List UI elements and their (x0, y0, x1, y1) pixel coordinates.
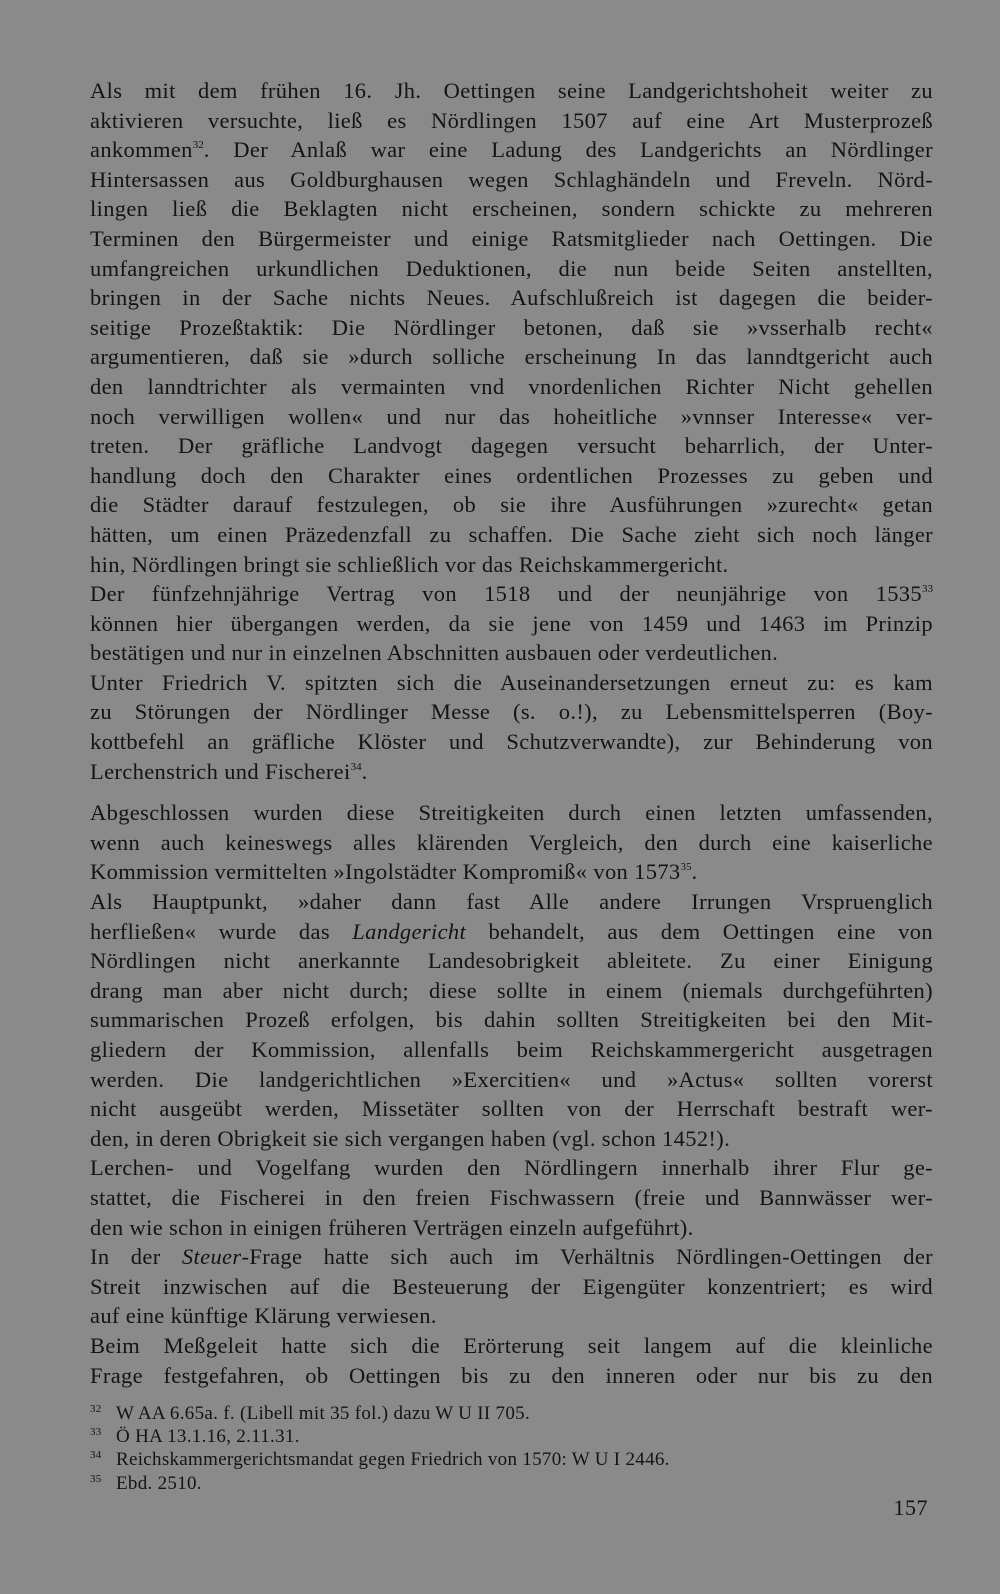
text-line: Als mit dem frühen 16. Jh. Oettingen seine Landgerichtshoheit weiter zu (90, 78, 933, 103)
paragraph (90, 76, 933, 579)
text-line: Abgeschlossen wurden diese Streitigkeiten durch einen letzten umfassenden, (90, 800, 933, 826)
text-line: Beim Meßgeleit hatte sich die Erörterung seit langem auf die kleinliche (90, 1332, 933, 1358)
footnote: 33 Ö HA 13.1.16, 2.11.31. (90, 1426, 300, 1448)
text-line: den lanndtrichter als vermainten vnd vnordenlichen Richter Nicht gehellen (90, 373, 933, 399)
text-line: Unter Friedrich V. spitzten sich die Auseinandersetzungen erneut zu: es kam (90, 669, 933, 695)
text-line: umfangreichen urkundlichen Deduktionen, die nun beide Seiten anstellten, (90, 255, 933, 281)
emphasis: Steuer (181, 1244, 242, 1270)
paragraph (90, 798, 933, 887)
emphasis: Landgericht (352, 918, 467, 944)
text-line: zu Störungen der Nördlinger Messe (s. o.!), zu Lebensmittelsperren (Boy- (90, 699, 933, 725)
text-line: Terminen den Bürgermeister und einige Ratsmitglieder nach Oettingen. Die (90, 225, 933, 251)
text-line: hin, Nördlingen bringt sie schließlich vor das Reichskammergericht. (90, 551, 729, 577)
text-line: können hier übergangen werden, da sie jene von 1459 und 1463 im Prinzip (90, 610, 933, 636)
text-line: Nördlingen nicht anerkannte Landesobrigkeit ableitete. Zu einer Einigung (90, 948, 933, 974)
text-line: herfließen« wurde das Landgericht behandelt, aus dem Oettingen eine von (90, 918, 933, 944)
text-line: Lerchen- und Vogelfang wurden den Nördlingern innerhalb ihrer Flur ge- (90, 1155, 933, 1181)
text-line: Als Hauptpunkt, »daher dann fast Alle andere Irrungen Vrspruenglich (90, 889, 933, 915)
text-line: Frage festgefahren, ob Oettingen bis zu den inneren oder nur bis zu den (90, 1362, 933, 1388)
footnote-text: Reichskammergerichtsmandat gegen Friedrich von 1570: W U I 2446. (116, 1449, 670, 1471)
footnote-ref: 35 (680, 861, 692, 874)
paragraph (90, 887, 933, 1153)
footnote: 34 Reichskammergerichtsmandat gegen Friedrich von 1570: W U I 2446. (90, 1449, 670, 1471)
footnote: 32 W AA 6.65a. f. (Libell mit 35 fol.) dazu W U II 705. (90, 1403, 531, 1424)
footnote-ref: 32 (192, 139, 204, 152)
text-line: bestätigen und nur in einzelnen Abschnitten ausbauen oder verdeutlichen. (90, 640, 779, 666)
text-line: ankommen$^{32}$. Der Anlaß war eine Ladung des Landgerichts an Nördlinger (90, 137, 933, 163)
paragraph (90, 1242, 933, 1331)
text-line: bringen in der Sache nichts Neues. Aufschlußreich ist dagegen die beider- (90, 285, 933, 311)
footnote-text: Ö HA 13.1.16, 2.11.31. (116, 1426, 300, 1448)
text-line: Kommission vermittelten »Ingolstädter Kompromiß« von 1573$^{35}$. (90, 859, 698, 885)
text-line: werden. Die landgerichtlichen »Exercitien« und »Actus« sollten vorerst (90, 1066, 933, 1092)
text-line: den wie schon in einigen früheren Verträgen einzeln aufgeführt). (90, 1214, 694, 1240)
footnotes (90, 1402, 933, 1495)
text-line: seitige Prozeßtaktik: Die Nördlinger betonen, daß sie »vsserhalb recht« (90, 314, 933, 340)
text-line: aktivieren versuchte, ließ es Nördlingen 1507 auf eine Art Musterprozeß (90, 107, 933, 133)
text-line: die Städter darauf festzulegen, ob sie ihre Ausführungen »zurecht« getan (90, 492, 933, 518)
paragraph-gap (90, 786, 933, 798)
text-line: handlung doch den Charakter eines ordentlichen Prozesses zu geben und (90, 462, 933, 488)
text-line: Streit inzwischen auf die Besteuerung der Eigengüter konzentriert; es wird (90, 1273, 933, 1299)
page-number: 157 (893, 1495, 928, 1520)
text-line: summarischen Prozeß erfolgen, bis dahin sollten Streitigkeiten bei den Mit- (90, 1007, 933, 1033)
footnote-ref: 34 (350, 760, 362, 773)
text-line: kottbefehl an gräfliche Klöster und Schutzverwandte), zur Behinderung von (90, 729, 933, 755)
paragraph (90, 668, 933, 786)
text-line: gliedern der Kommission, allenfalls beim Reichskammergericht ausgetragen (90, 1037, 933, 1062)
text-line: Der fünfzehnjährige Vertrag von 1518 und der neunjährige von 1535$^{33}$ (90, 581, 933, 607)
text-line: wenn auch keineswegs alles klärenden Vergleich, den durch eine kaiserliche (90, 829, 933, 855)
text-line: nicht ausgeübt werden, Missetäter sollten von der Herrschaft bestraft wer- (90, 1096, 933, 1122)
text-line: argumentieren, daß sie »durch solliche erscheinung In das lanndtgericht auch (90, 344, 933, 370)
text-line: auf eine künftige Klärung verwiesen. (90, 1303, 437, 1329)
footnote-text: W AA 6.65a. f. (Libell mit 35 fol.) dazu W U II 705. (116, 1403, 531, 1424)
text-line: In der Steuer-Frage hatte sich auch im Verhältnis Nördlingen-Oettingen der (90, 1244, 933, 1270)
paragraph (90, 1153, 933, 1242)
paragraph (90, 579, 933, 668)
text-line: hätten, um einen Präzedenzfall zu schaffen. Die Sache zieht sich noch länger (90, 521, 933, 547)
text-line: Hintersassen aus Goldburghausen wegen Schlaghändeln und Freveln. Nörd- (90, 166, 933, 192)
text-line: Lerchenstrich und Fischerei$^{34}$. (90, 758, 368, 784)
footnote-text: Ebd. 2510. (116, 1472, 202, 1494)
main-text (90, 76, 933, 1390)
footnote: 35 Ebd. 2510. (90, 1472, 202, 1494)
text-line: drang man aber nicht durch; diese sollte in einem (niemals durchgeführten) (90, 977, 933, 1003)
text-line: stattet, die Fischerei in den freien Fischwassern (freie und Bannwässer wer- (90, 1184, 933, 1210)
text-line: den, in deren Obrigkeit sie sich vergangen haben (vgl. schon 1452!). (90, 1125, 731, 1151)
text-line: lingen ließ die Beklagten nicht erscheinen, sondern schickte zu mehreren (90, 196, 933, 222)
text-line: treten. Der gräfliche Landvogt dagegen versucht beharrlich, der Unter- (90, 433, 933, 459)
text-line: noch verwilligen wollen« und nur das hoheitliche »vnnser Interesse« ver- (90, 403, 933, 429)
footnote-ref: 33 (922, 583, 933, 596)
paragraph (90, 1331, 933, 1390)
